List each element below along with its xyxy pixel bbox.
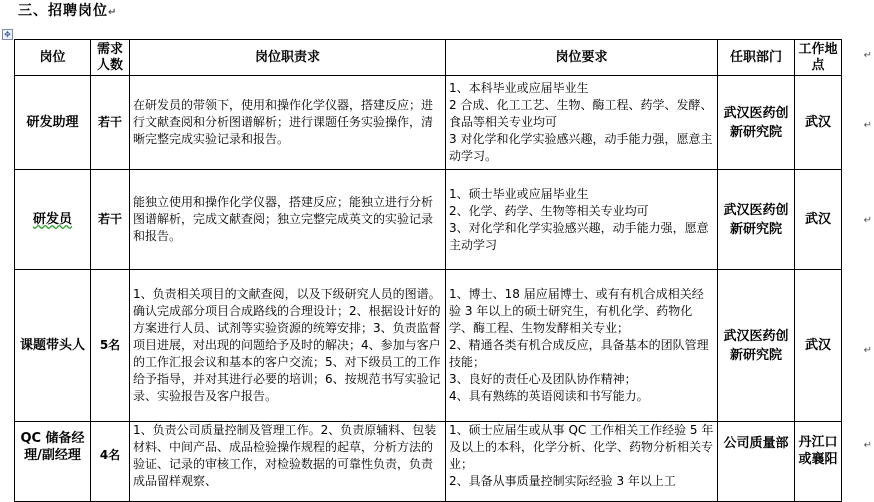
requirement-item: 1、博士、18 届应届博士、或有有机合成相关经验 3 年以上的硕士研究生，有机化学、药物化学、酶工程、生物发酵相关专业；: [449, 287, 704, 335]
row-duties: 1、负责相关项目的文献查阅，以及下级研究人员的图谱。确认完成部分项目合成路线的合理设计；2、根据设计好的方案进行人员、试剂等实验资源的统筹安排；3、负责监督项目进展，对出现的问题给予及时的解决；4、参加与客户的工作汇报会议和基本的客户交流；5、对下级员工的工作给予指导，并对其进行必要的培训；6、按规范书写实验记录、实验报告及客户报告。: [130, 270, 446, 422]
row-department: 武汉医药创新研究院: [718, 170, 795, 270]
row-duties: 1、负责公司质量控制及管理工作。2、负责原辅料、包装材料、中间产品、成品检验操作规程的起草，分析方法的验证、记录的审核工作，对检验数据的可靠性负责，负责成品留样观察、: [130, 422, 446, 502]
section-heading: [18, 0, 117, 20]
row-location: 武汉: [795, 76, 842, 170]
requirement-item: 3 对化学和化学实验感兴趣，动手能力强，愿意主动学习。: [449, 132, 713, 163]
header-requirements: 岗位要求: [446, 40, 718, 76]
row-requirements: [446, 76, 718, 170]
row-position: QC 储备经理/副经理: [15, 422, 91, 502]
row-duties: 能独立使用和操作化学仪器，搭建反应；能独立进行分析图谱解析，完成文献查阅；独立完整完成英文的实验记录和报告。: [130, 170, 446, 270]
header-duties: 岗位职责求: [130, 40, 446, 76]
row-location: 武汉: [795, 270, 842, 422]
header-position: 岗位: [15, 40, 91, 76]
row-end-mark-icon: ↵: [863, 440, 872, 451]
table-header-row: [15, 40, 842, 76]
requirement-item: 2、精通各类有机合成反应，具备基本的团队管理技能；: [449, 338, 709, 369]
row-department: 公司质量部: [718, 422, 795, 502]
table-row: [15, 170, 842, 270]
section-heading-text: 三、招聘岗位: [18, 3, 108, 19]
row-end-mark-icon: ↵: [863, 215, 872, 226]
row-position: [15, 170, 91, 270]
row-requirements: [446, 422, 718, 502]
row-headcount: 4名: [91, 422, 130, 502]
row-requirements: [446, 270, 718, 422]
header-location: 工作地点: [795, 40, 842, 76]
row-duties: 在研发员的带领下，使用和操作化学仪器，搭建反应；进行文献查阅和分析图谱解析；进行课题任务实验操作，清晰完整完成实验记录和报告。: [130, 76, 446, 170]
row-location: 丹江口或襄阳: [795, 422, 842, 502]
row-position-text: 研发员: [32, 212, 72, 227]
row-location: 武汉: [795, 170, 842, 270]
header-headcount: 需求人数: [91, 40, 130, 76]
requirement-item: 3、对化学和化学实验感兴趣，动手能力强，愿意主动学习: [449, 220, 709, 252]
row-end-mark-icon: ↵: [863, 50, 872, 61]
row-position: 研发助理: [15, 76, 91, 170]
requirement-item: 1、本科毕业或应届毕业生: [449, 81, 589, 95]
paragraph-mark-icon: ↵: [108, 7, 118, 18]
row-department: 武汉医药创新研究院: [718, 270, 795, 422]
table-move-handle-icon[interactable]: ✥: [2, 29, 13, 40]
row-end-mark-icon: ↵: [863, 345, 872, 356]
row-headcount: 5名: [91, 270, 130, 422]
row-headcount: 若干: [91, 170, 130, 270]
requirement-item: 4、具有熟练的英语阅读和书写能力。: [449, 389, 649, 403]
requirement-item: 1、硕士应届生或从事 QC 工作相关工作经验 5 年及以上的本科，化学分析、化学、药物分析相关专业；: [449, 423, 714, 471]
requirement-item: 1、硕士毕业或应届毕业生: [449, 186, 589, 201]
table-row: [15, 270, 842, 422]
requirement-item: 2 合成、化工工艺、生物、酶工程、药学、发酵、食品等相关专业均可: [449, 98, 713, 129]
requirement-item: 3、良好的责任心及团队协作精神；: [449, 372, 637, 386]
requirement-item: 2、化学、药学、生物等相关专业均可: [449, 203, 649, 218]
table-row: [15, 422, 842, 502]
requirement-item: 2、具备从事质量控制实际经验 3 年以上工: [449, 474, 676, 488]
row-requirements: [446, 170, 718, 270]
row-department: 武汉医药创新研究院: [718, 76, 795, 170]
row-end-mark-icon: ↵: [863, 120, 872, 131]
row-position: 课题带头人: [15, 270, 91, 422]
recruitment-table: [14, 39, 842, 502]
table-row: [15, 76, 842, 170]
row-headcount: 若干: [91, 76, 130, 170]
header-department: 任职部门: [718, 40, 795, 76]
